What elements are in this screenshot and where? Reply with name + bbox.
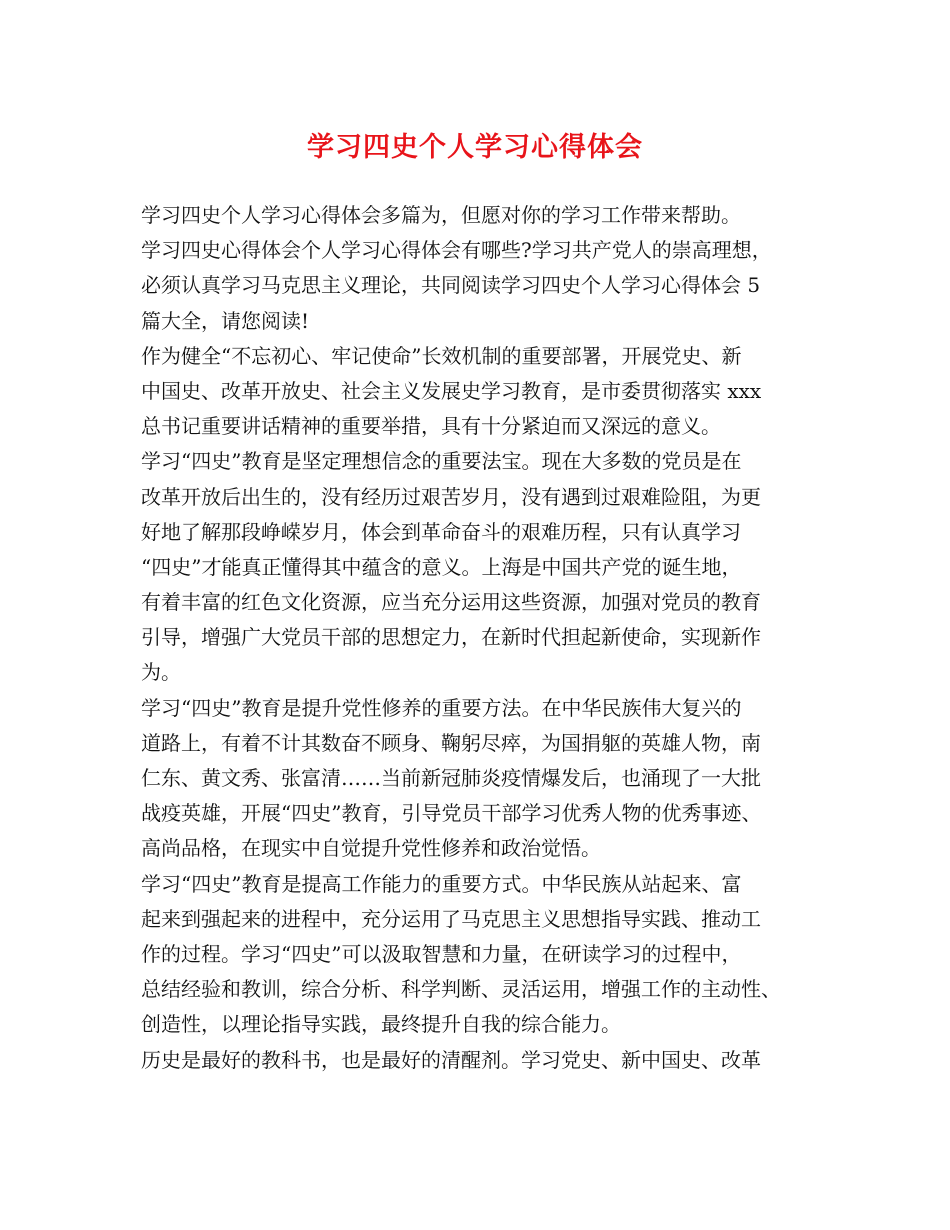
body-line: 有着丰富的红色文化资源，应当充分运用这些资源，加强对党员的教育 — [141, 590, 761, 615]
document-body — [141, 198, 831, 1078]
body-line: 仁东、黄文秀、张富清……当前新冠肺炎疫情爆发后，也涌现了一大批 — [141, 766, 761, 790]
body-line: 篇大全，请您阅读! — [141, 308, 310, 333]
body-line: 总书记重要讲话精神的重要举措，具有十分紧迫而又深远的意义。 — [141, 414, 721, 439]
body-line: 改革开放后出生的，没有经历过艰苦岁月，没有遇到过艰难险阻，为更 — [141, 484, 761, 509]
body-line: 好地了解那段峥嵘岁月，体会到革命奋斗的艰难历程，只有认真学习 — [141, 519, 741, 544]
document-title: 学习四史个人学习心得体会 — [307, 132, 643, 163]
body-line: 学习“四史”教育是提高工作能力的重要方式。中华民族从站起来、富 — [141, 871, 742, 896]
body-line: 道路上，有着不计其数奋不顾身、鞠躬尽瘁，为国捐躯的英雄人物，南 — [141, 730, 761, 755]
body-line: 起来到强起来的进程中，充分运用了马克思主义思想指导实践、推动工 — [141, 906, 761, 931]
body-line: 引导，增强广大党员干部的思想定力，在新时代担起新使命，实现新作 — [141, 625, 761, 650]
body-line: “四史”才能真正懂得其中蕴含的意义。上海是中国共产党的诞生地， — [141, 554, 742, 579]
body-line: 创造性，以理论指导实践，最终提升自我的综合能力。 — [141, 1012, 621, 1037]
body-line: 学习四史心得体会个人学习心得体会有哪些?学习共产党人的崇高理想， — [141, 238, 772, 263]
body-line: 战疫英雄，开展“四史”教育，引导党员干部学习优秀人物的优秀事迹、 — [141, 801, 762, 826]
body-line: 中国史、改革开放史、社会主义发展史学习教育，是市委贯彻落实 xxx — [141, 378, 762, 403]
body-line: 高尚品格，在现实中自觉提升党性修养和政治觉悟。 — [141, 836, 601, 861]
body-line: 必须认真学习马克思主义理论，共同阅读学习四史个人学习心得体会 5 — [141, 273, 761, 298]
body-line: 为。 — [141, 660, 181, 685]
body-line: 作的过程。学习“四史”可以汲取智慧和力量，在研读学习的过程中， — [141, 941, 742, 966]
body-line: 学习“四史”教育是坚定理想信念的重要法宝。现在大多数的党员是在 — [141, 449, 742, 474]
body-line: 学习四史个人学习心得体会多篇为，但愿对你的学习工作带来帮助。 — [141, 203, 741, 227]
body-line: 历史是最好的教科书，也是最好的清醒剂。学习党史、新中国史、改革 — [141, 1047, 761, 1072]
body-line: 作为健全“不忘初心、牢记使命”长效机制的重要部署，开展党史、新 — [141, 343, 742, 368]
body-line: 学习“四史”教育是提升党性修养的重要方法。在中华民族伟大复兴的 — [141, 695, 742, 720]
body-line: 总结经验和教训，综合分析、科学判断、灵活运用，增强工作的主动性、 — [141, 977, 781, 1002]
